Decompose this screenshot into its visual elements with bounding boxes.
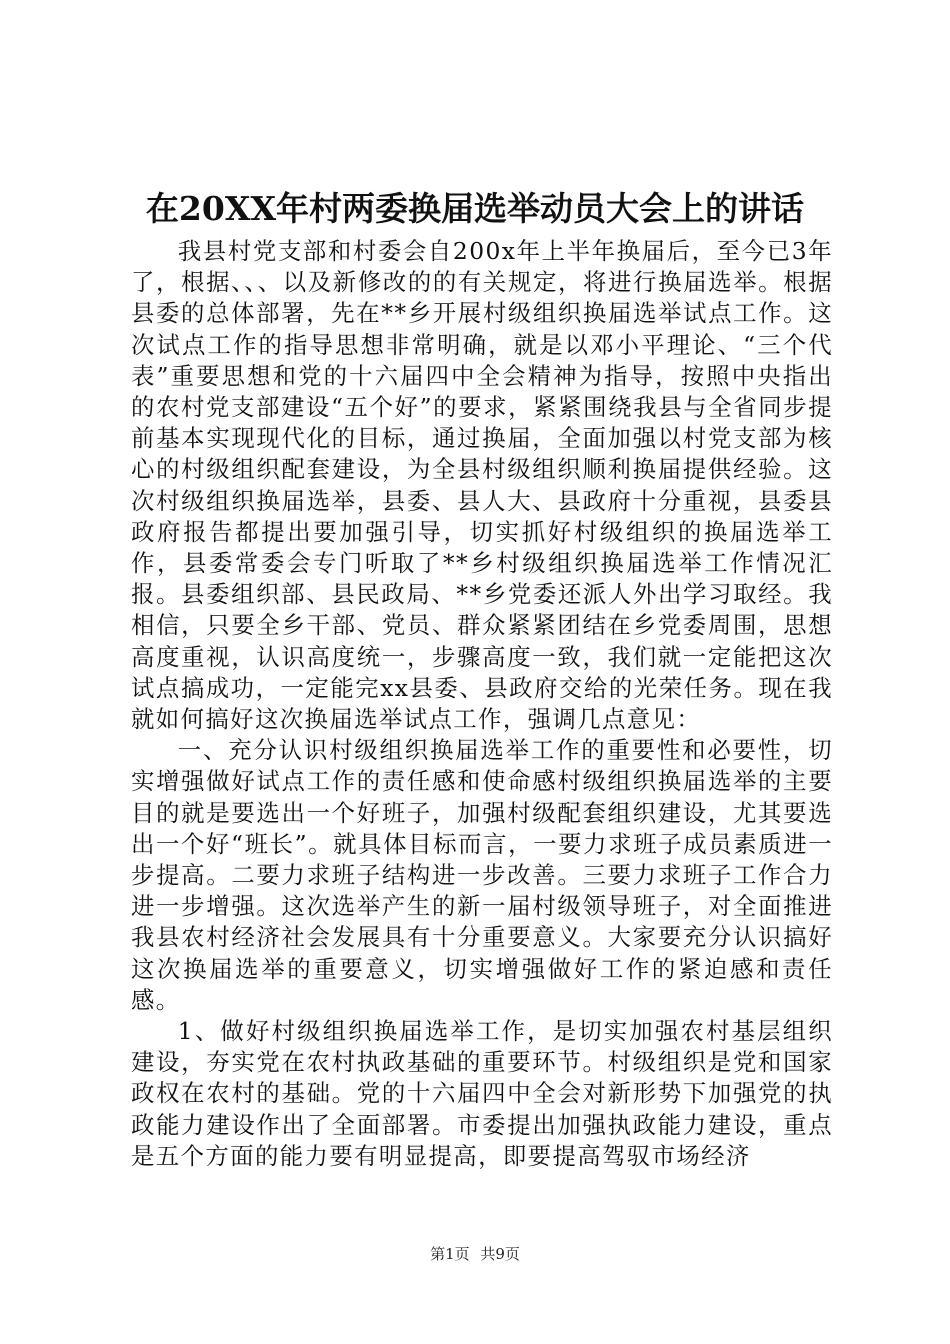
paragraph-point-one: 1、做好村级组织换届选举工作，是切实加强农村基层组织建设，夯实党在农村执政基础的重要环节。村级组织是党和国家政权在农村的基础。党的十六届四中全会对新形势下加强党的执政能力建设作出了全面部署。市委提出加强执政能力建设，重点是五个方面的能力要有明显提高，即要提高驾驭市场经济	[131, 1017, 833, 1170]
page-number: 第1页	[430, 1245, 470, 1263]
document-body	[131, 236, 833, 1172]
document-title: 在20XX年村两委换届选举动员大会上的讲话	[145, 189, 805, 228]
paragraph-intro: 我县村党支部和村委会自200x年上半年换届后，至今已3年了，根据、、、以及新修改的的有关规定，将进行换届选举。根据县委的总体部署，先在**乡开展村级组织换届选举试点工作。这次试点工作的指导思想非常明确，就是以邓小平理论、“三个代表”重要思想和党的十六届四中全会精神为指导，按照中央指出的农村党支部建设“五个好”的要求，紧紧围绕我县与全省同步提前基本实现现代化的目标，通过换届，全面加强以村党支部为核心的村级组织配套建设，为全县村级组织顺利换届提供经验。这次村级组织换届选举，县委、县人大、县政府十分重视，县委县政府报告都提出要加强引导，切实抓好村级组织的换届选举工作，县委常委会专门听取了**乡村级组织换届选举工作情况汇报。县委组织部、县民政局、**乡党委还派人外出学习取经。我相信，只要全乡干部、党员、群众紧紧团结在乡党委周围，思想高度重视，认识高度统一，步骤高度一致，我们就一定能把这次试点搞成功，一定能完xx县委、县政府交给的光荣任务。现在我就如何搞好这次换届选举试点工作，强调几点意见：	[131, 237, 833, 734]
page-total: 共9页	[480, 1245, 520, 1263]
paragraph-section-one: 一、充分认识村级组织换届选举工作的重要性和必要性，切实增强做好试点工作的责任感和使命感村级组织换届选举的主要目的就是要选出一个好班子，加强村级配套组织建设，尤其要选出一个好“班长”。就具体目标而言，一要力求班子成员素质进一步提高。二要力求班子结构进一步改善。三要力求班子工作合力进一步增强。这次选举产生的新一届村级领导班子，对全面推进我县农村经济社会发展具有十分重要意义。大家要充分认识搞好这次换届选举的重要意义，切实增强做好工作的紧迫感和责任感。	[131, 736, 833, 1014]
page-footer	[0, 1243, 950, 1265]
